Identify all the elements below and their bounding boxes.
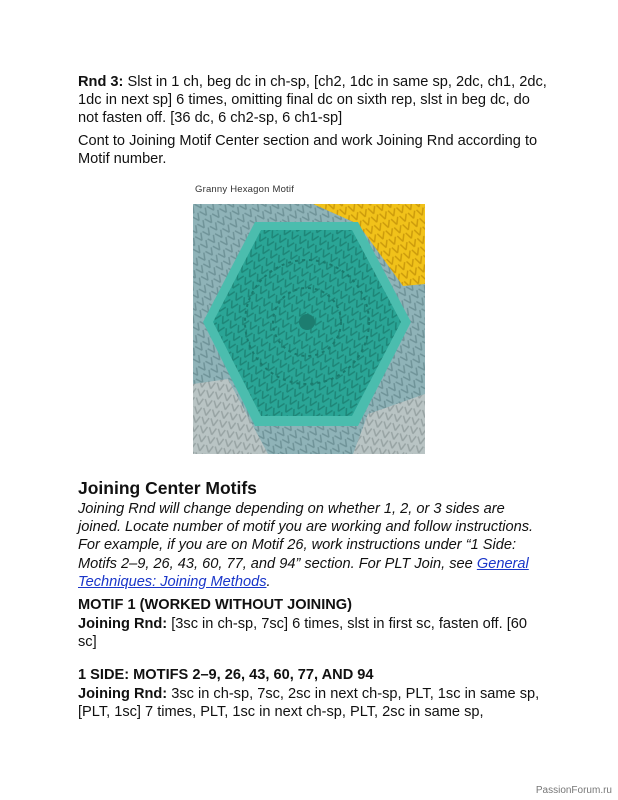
side1-heading: 1 SIDE: MOTIFS 2–9, 26, 43, 60, 77, AND 94 (78, 667, 374, 683)
side1-paragraph (78, 685, 548, 721)
watermark: PassionForum.ru (535, 785, 612, 796)
side1-text: 3sc in ch-sp, 7sc, 2sc in next ch-sp, PLT, 1sc in same sp, [PLT, 1sc] 7 times, PLT, 1sc in next ch-sp, PLT, 2sc in same sp, (78, 686, 540, 721)
joining-heading: Joining Center Motifs (78, 478, 257, 498)
continue-paragraph: Cont to Joining Motif Center section and work Joining Rnd according to Motif number. (78, 133, 538, 168)
side1-label: Joining Rnd: (78, 686, 168, 702)
motif1-text: [3sc in ch-sp, 7sc] 6 times, slst in first sc, fasten off. [60 sc] (78, 616, 528, 651)
figure-caption: Granny Hexagon Motif (195, 184, 295, 195)
motif1-paragraph (78, 615, 548, 651)
joining-intro-text: Joining Rnd will change depending on whether 1, 2, or 3 sides are joined. Locate number of motif you are working and follow instructions. For example, if you are on Motif 26, work instructions under “1 Side: Motifs 2–9, 26, 43, 60, 77, and 94” section. For PLT Join, see (78, 501, 534, 572)
motif1-label: Joining Rnd: (78, 616, 168, 632)
rnd3-paragraph (78, 73, 548, 128)
joining-intro-end: . (266, 573, 271, 590)
rnd3-text: Slst in 1 ch, beg dc in ch-sp, [ch2, 1dc in same sp, 2dc, ch1, 2dc, 1dc in next sp] 6 times, omitting final dc on sixth rep, slst in beg dc, do not fasten off. [36 dc, 6 ch2-sp, 6 ch1-sp] (78, 74, 547, 127)
joining-intro (78, 500, 548, 591)
granny-hexagon-photo (193, 204, 425, 454)
rnd3-label: Rnd 3: (78, 74, 124, 90)
motif1-heading: MOTIF 1 (WORKED WITHOUT JOINING) (78, 597, 353, 613)
joining-methods-link[interactable]: General Techniques: Joining Methods (78, 555, 529, 590)
